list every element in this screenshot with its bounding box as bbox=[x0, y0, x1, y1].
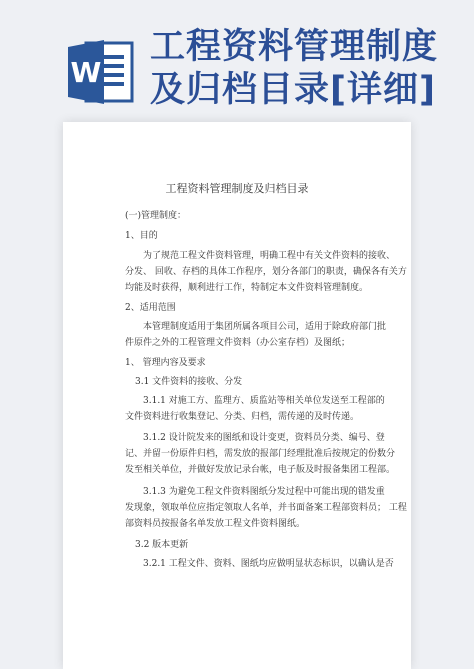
doc-line: 3.2 版本更新 bbox=[135, 540, 189, 550]
word-icon-letter: W bbox=[70, 56, 102, 89]
document-title: 工程资料管理制度及归档目录 bbox=[165, 182, 309, 195]
banner-title bbox=[150, 26, 470, 112]
doc-line: 本管理制度适用于集团所属各项目公司，适用于除政府部门批 bbox=[143, 322, 387, 332]
document-page bbox=[63, 122, 411, 669]
doc-line: 文件资料进行收集登记、分类、归档，需传递的及时传递。 bbox=[125, 412, 360, 422]
doc-line: 2、适用范围 bbox=[125, 303, 176, 313]
doc-line: 1、 管理内容及要求 bbox=[125, 358, 206, 368]
doc-line: 均能及时获得，顺利进行工作，特制定本文件资料管理制度。 bbox=[125, 283, 369, 293]
doc-line: 3.1.3 为避免工程文件资料图纸分发过程中可能出现的错发重 bbox=[143, 487, 385, 497]
banner-title-line-2: 及归档目录[详细] bbox=[150, 70, 436, 110]
doc-line: 3.2.1 工程文件、资料、图纸均应做明显状态标识，以确认是否 bbox=[143, 559, 394, 569]
word-document-icon bbox=[66, 37, 136, 107]
doc-line: 发现象，领取单位应指定领取人名单，并书面备案工程部资料员； 工程 bbox=[125, 503, 407, 513]
doc-line: 3.1.1 对施工方、监理方、质监站等相关单位发送至工程部的 bbox=[143, 396, 385, 406]
doc-line: 发至相关单位，并做好发放记录台帐，电子版及时报备集团工程部。 bbox=[125, 465, 396, 475]
doc-line: 1、目的 bbox=[125, 231, 158, 241]
banner-title-line-1: 工程资料管理制度 bbox=[150, 27, 439, 67]
doc-line: 3.1.2 设计院发来的图纸和设计变更，资料员分类、编号、登 bbox=[143, 433, 385, 443]
doc-line: 部资料员按报备名单发放工程文件资料图纸。 bbox=[125, 519, 306, 529]
doc-line: 件原件之外的工程管理文件资料（办公室存档）及图纸； bbox=[125, 338, 351, 348]
doc-line: 为了规范工程文件资料管理，明确工程中有关文件资料的接收、 bbox=[143, 251, 396, 261]
doc-line: 记、并留一份原件归档，需发放的报部门经理批准后按规定的份数分 bbox=[125, 449, 396, 459]
doc-line: 分发、 回收、存档的具体工作程序，划分各部门的职责，确保各有关方 bbox=[125, 267, 407, 277]
doc-line: (一)管理制度： bbox=[125, 211, 187, 221]
doc-line: 3.1 文件资料的接收、分发 bbox=[135, 377, 243, 387]
